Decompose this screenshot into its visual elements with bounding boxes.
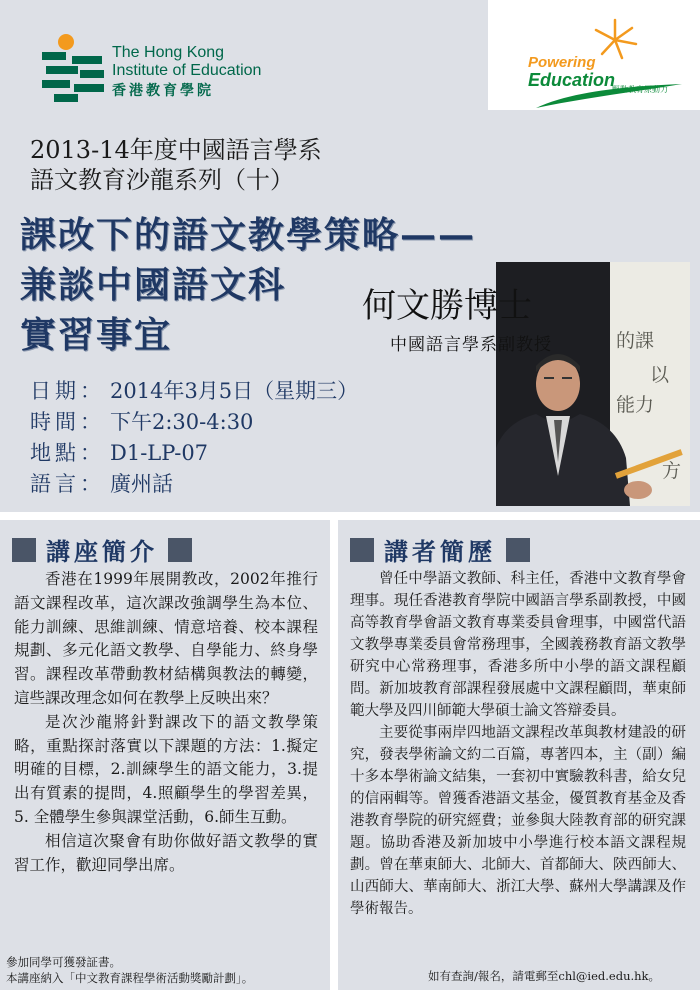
detail-value: 廣州話 — [110, 472, 173, 496]
certificate-note: 參加同學可獲發証書。 — [6, 955, 121, 969]
bio-heading-text: 講者簡歷 — [384, 537, 496, 566]
intro-body — [14, 568, 318, 877]
bio-heading — [350, 532, 530, 567]
bio-section — [338, 520, 700, 990]
square-bullet-icon — [506, 538, 530, 562]
event-details — [30, 376, 358, 500]
ied-name-en-2: Institute of Education — [112, 62, 262, 79]
title-line-2: 兼談中國語文科 — [20, 264, 287, 306]
detail-value: 2014年3月5日（星期三） — [110, 379, 359, 403]
intro-paragraph-3: 相信這次聚會有助你做好語文教學的實習工作，歡迎同學出席。 — [14, 831, 318, 874]
bio-paragraph-2: 主要從事兩岸四地語文課程改革與教材建設的研究，發表學術論文約二百篇，專著四本，主（副）編十多本學術論文結集，一套初中實驗教科書，給女兒的信兩輯等。曾獲香港語文基金，優質教育基金及香港教育學院的研究經費；並參與大陸教育部的研究課題。協助香港及新加坡中小學進行校本語文課程規劃。曾在華東師大、北師大、首都師大、陝西師大、山西師大、華南師大、浙江大學、蘇州大學講課及作學術報告。 — [350, 725, 686, 917]
detail-time — [30, 407, 358, 438]
detail-label: 日期： — [30, 379, 105, 403]
speaker-name: 何文勝博士 — [362, 286, 532, 326]
ied-logo — [42, 34, 282, 106]
ied-logo-icon — [42, 34, 106, 104]
series-line-2: 語文教育沙龍系列（十） — [30, 166, 294, 194]
series-title — [30, 135, 322, 195]
intro-paragraph-1: 香港在1999年展開教改，2002年推行語文課程改革，這次課改強調學生為本位、能力訓練、思維訓練、情意培養、校本課程規劃、多元化語文教學、自學能力、終身學習。課程改革帶動教材結構與教法的轉變，這些課改理念如何在教學上反映出來？ — [14, 570, 318, 707]
powering-subtitle: 驅動教育原動力 — [612, 85, 668, 94]
screen-text-1: 的課 — [616, 330, 655, 352]
detail-date — [30, 376, 358, 407]
square-bullet-icon — [168, 538, 192, 562]
detail-value: 下午2:30-4:30 — [110, 410, 254, 434]
intro-paragraph-2: 是次沙龍將針對課改下的語文教學策略，重點探討落實以下課題的方法：1.擬定明確的目標，2.訓練學生的語文能力，3.提出有質素的提問，4.照顧學生的學習差異，5. 全體學生參與課堂活動，6.師生互動。 — [14, 712, 318, 826]
title-line-3: 實習事宜 — [20, 314, 173, 356]
detail-venue — [30, 438, 358, 469]
scheme-note: 本講座納入「中文教育課程學術活動獎勵計劃」。 — [6, 971, 254, 985]
screen-text-3: 能力 — [616, 394, 655, 416]
detail-label: 時間： — [30, 410, 105, 434]
bio-paragraph-1: 曾任中學語文教師、科主任，香港中文教育學會理事。現任香港教育學院中國語言學系副教授，中國高等教育學會語文教育專業委員會理事，中國當代語文教學專業委員會常務理事，全國義務教育語文教學研究中心常務理事，香港多所中小學的語文課程顧問。新加坡教育部課程發展處中文課程顧問，華東師範大學及四川師範大學碩士論文答辯委員。 — [350, 571, 686, 719]
sun-icon — [590, 18, 640, 62]
bio-body — [350, 568, 686, 920]
speaker-position: 中國語言學系副教授 — [390, 335, 552, 355]
series-line-1: 2013-14年度中國語言學系 — [30, 136, 322, 164]
detail-label: 語言： — [30, 472, 105, 496]
education-text: Education — [528, 70, 616, 90]
ied-name-zh: 香港教育學院 — [112, 82, 214, 98]
detail-language — [30, 469, 358, 500]
footer-note — [6, 954, 253, 986]
ied-name-en-1: The Hong Kong — [112, 44, 225, 61]
detail-label: 地點： — [30, 441, 105, 465]
square-bullet-icon — [12, 538, 36, 562]
powering-education-logo — [524, 18, 694, 114]
intro-heading — [12, 532, 192, 567]
title-line-1: 課改下的語文教學策略—— — [20, 214, 477, 256]
intro-heading-text: 講座簡介 — [46, 537, 158, 566]
detail-value: D1-LP-07 — [110, 441, 209, 465]
intro-section — [0, 520, 330, 990]
screen-text-2: 以 — [650, 364, 670, 386]
screen-text-4: 方 — [662, 460, 682, 482]
powering-text: Powering — [528, 54, 596, 71]
contact-info: 如有查詢/報名，請電郵至chl@ied.edu.hk。 — [428, 969, 661, 983]
square-bullet-icon — [350, 538, 374, 562]
